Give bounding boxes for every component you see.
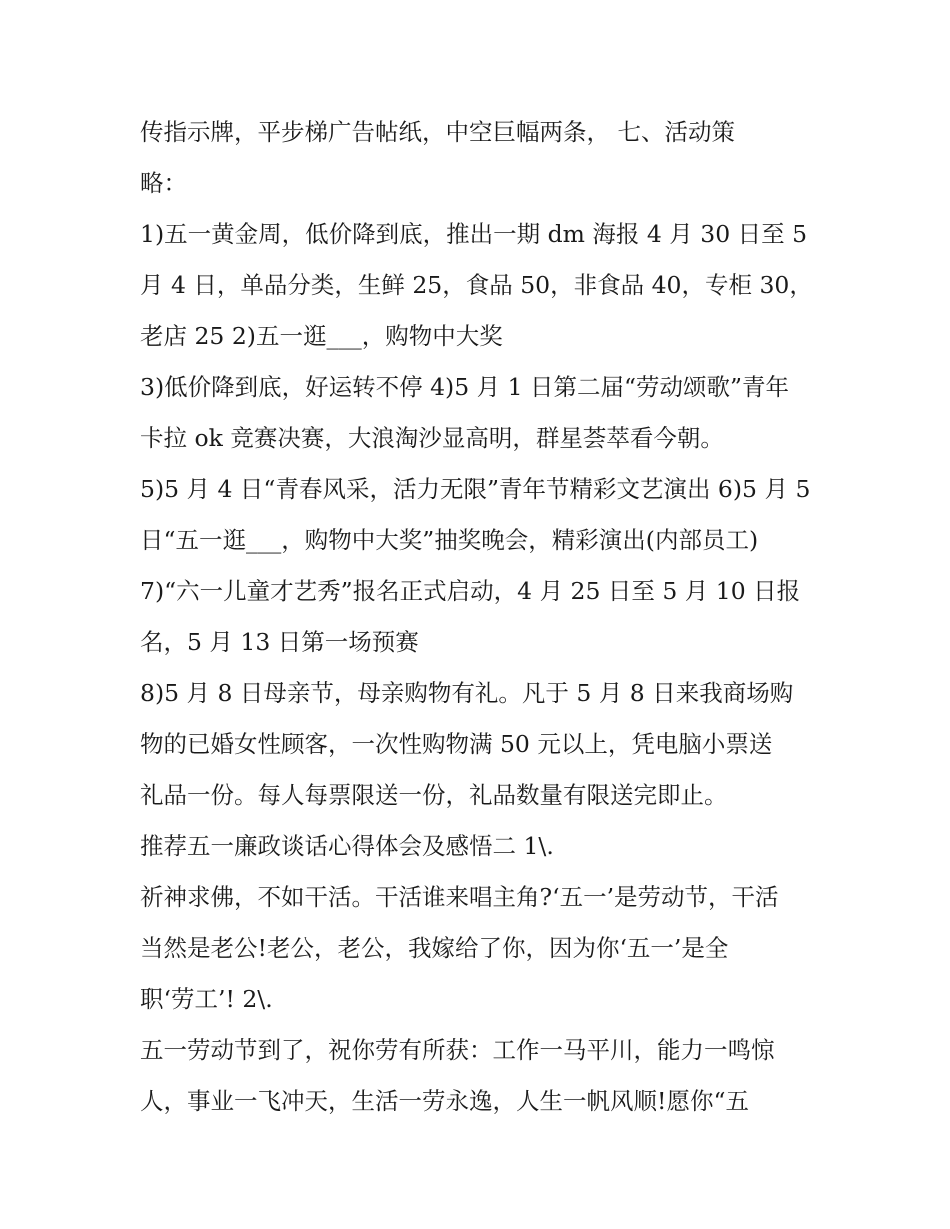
text-line: 7)“六一儿童才艺秀”报名正式启动，4 月 25 日至 5 月 10 日报 [140, 577, 801, 605]
text-line: 卡拉 ok 竞赛决赛，大浪淘沙显高明，群星荟萃看今朝。 [140, 424, 724, 452]
text-line: 祈神求佛，不如干活。干活谁来唱主角?‘五一’是劳动节，干活 [140, 883, 779, 911]
text-line: 传指示牌，平步梯广告帖纸，中空巨幅两条， 七、活动策 [140, 118, 735, 146]
text-line: 推荐五一廉政谈话心得体会及感悟二 1\. [140, 832, 554, 860]
text-line: 礼品一份。每人每票限送一份，礼品数量有限送完即止。 [140, 781, 728, 809]
text-line: 日“五一逛___，购物中大奖”抽奖晚会，精彩演出(内部员工) [140, 526, 759, 554]
text-line: 月 4 日，单品分类，生鲜 25，食品 50，非食品 40，专柜 30， [140, 271, 813, 299]
text-line: 老店 25 2)五一逛___，购物中大奖 [140, 322, 503, 350]
text-line: 略： [140, 169, 187, 197]
text-line: 当然是老公!老公，老公，我嫁给了你，因为你‘五一’是全 [140, 934, 729, 962]
text-line: 3)低价降到底，好运转不停 4)5 月 1 日第二届“劳动颂歌”青年 [140, 373, 790, 401]
text-line: 五一劳动节到了，祝你劳有所获：工作一马平川，能力一鸣惊 [140, 1036, 775, 1064]
text-line: 1)五一黄金周，低价降到底，推出一期 dm 海报 4 月 30 日至 5 [140, 220, 808, 248]
text-line: 职‘劳工’! 2\. [140, 985, 273, 1013]
text-line: 8)5 月 8 日母亲节，母亲购物有礼。凡于 5 月 8 日来我商场购 [140, 679, 794, 707]
text-line: 人，事业一飞冲天，生活一劳永逸，人生一帆风顺!愿你“五 [140, 1087, 749, 1115]
text-line: 名，5 月 13 日第一场预赛 [140, 628, 419, 656]
body-text [140, 107, 830, 1127]
text-line: 物的已婚女性顾客，一次性购物满 50 元以上，凭电脑小票送 [140, 730, 773, 758]
text-line: 5)5 月 4 日“青春风采，活力无限”青年节精彩文艺演出 6)5 月 5 [140, 475, 811, 503]
